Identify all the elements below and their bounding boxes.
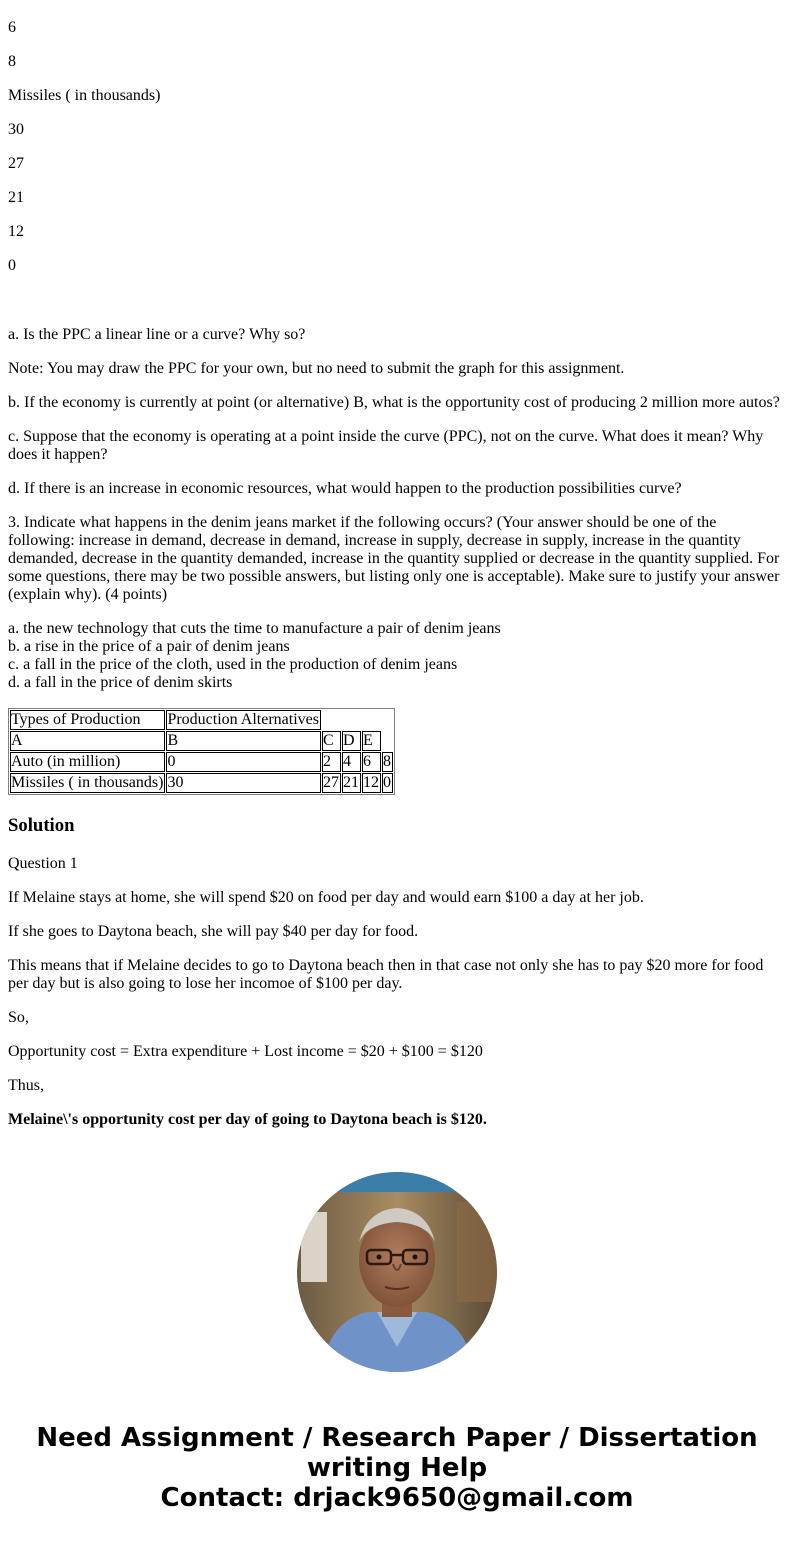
value-line: 21 — [8, 189, 24, 206]
promo-line: writing Help — [306, 1453, 488, 1483]
table-cell: A — [10, 731, 165, 751]
table-cell: 12 — [362, 774, 379, 791]
question-2a: a. Is the PPC a linear line or a curve? Why so? — [8, 326, 306, 343]
table-cell: Production Alternatives — [167, 711, 319, 728]
table-cell: Types of Production — [10, 710, 165, 730]
table-cell: 8 — [382, 753, 391, 770]
spacer — [8, 291, 786, 310]
question-3-item: c. a fall in the price of the cloth, used in the production of denim jeans — [8, 656, 458, 673]
promo-banner — [0, 1423, 794, 1513]
solution-paragraph: This means that if Melaine decides to go to Daytona beach then in that case not only she has to pay $20 more for food per day but is also going to lose her incomoe of $100 per day. — [8, 957, 764, 992]
value-line: 30 — [8, 121, 24, 138]
table-cell: E — [362, 731, 381, 751]
table-cell: B — [166, 731, 321, 751]
table-cell: 30 — [166, 773, 321, 793]
question-3-item: b. a rise in the price of a pair of denim jeans — [8, 638, 290, 655]
solution-conclusion: Melaine\'s opportunity cost per day of going to Daytona beach is $120. — [8, 1111, 487, 1128]
value-line: 8 — [8, 53, 16, 70]
table-cell: 27 — [322, 774, 339, 791]
table-row — [10, 731, 393, 751]
value-line: Missiles ( in thousands) — [8, 87, 161, 104]
solution-paragraph: Opportunity cost = Extra expenditure + Lost income = $20 + $100 = $120 — [8, 1043, 483, 1060]
question-2b: b. If the economy is currently at point (or alternative) B, what is the opportunity cost of producing 2 million more autos? — [8, 394, 780, 411]
question-2c: c. Suppose that the economy is operating at a point inside the curve (PPC), not on the curve. What does it mean? Why does it happen? — [8, 428, 764, 463]
document-body — [0, 19, 794, 1129]
solution-paragraph: If she goes to Daytona beach, she will pay $40 per day for food. — [8, 923, 419, 940]
avatar — [297, 1172, 497, 1372]
value-line: 12 — [8, 223, 24, 240]
value-line: 27 — [8, 155, 24, 172]
table-row — [10, 773, 393, 793]
question-3-items — [8, 620, 786, 692]
table-cell: Auto (in million) — [10, 752, 165, 772]
question-3: 3. Indicate what happens in the denim jeans market if the following occurs? (Your answer should be one of the following: increase in demand, decrease in demand, increase in supply, decrease in supply, increase in the quantity demanded, decrease in the quantity demanded, increase in the quantity supplied or decrease in the quantity supplied. For some questions, there may be two possible answers, but listing only one is acceptable). Make sure to justify your answer (explain why). (4 points) — [8, 514, 780, 603]
table-cell: 6 — [362, 752, 381, 772]
table-cell: Missiles ( in thousands) — [11, 774, 164, 791]
table-cell: 21 — [342, 774, 359, 791]
table-cell: 4 — [342, 752, 361, 772]
table-cell: C — [322, 731, 341, 751]
value-line: 0 — [8, 257, 16, 274]
solution-paragraph: Thus, — [8, 1077, 44, 1094]
solution-heading: Solution — [8, 815, 75, 836]
question-3-item: a. the new technology that cuts the time to manufacture a pair of denim jeans — [8, 620, 501, 637]
solution-paragraph: So, — [8, 1009, 29, 1026]
table-cell: 0 — [382, 774, 391, 791]
tutor-portrait-image — [297, 1172, 497, 1372]
question-2d: d. If there is an increase in economic resources, what would happen to the production possibilities curve? — [8, 480, 682, 497]
table-cell: D — [342, 731, 361, 751]
table-cell: 2 — [322, 752, 341, 772]
promo-contact[interactable]: Contact: drjack9650@gmail.com — [160, 1483, 634, 1513]
value-line: 6 — [8, 19, 16, 36]
solution-paragraph: If Melaine stays at home, she will spend $20 on food per day and would earn $100 a day at her job. — [8, 889, 644, 906]
question-3-item: d. a fall in the price of denim skirts — [8, 674, 233, 691]
table-row — [10, 710, 393, 730]
solution-question-label: Question 1 — [8, 855, 78, 872]
assignment-note: Note: You may draw the PPC for your own, but no need to submit the graph for this assignment. — [8, 360, 625, 377]
ppc-values-list — [8, 19, 786, 275]
production-alternatives-table — [8, 708, 395, 795]
table-cell: 0 — [166, 752, 321, 772]
table-row — [10, 752, 393, 772]
promo-line: Need Assignment / Research Paper / Dissertation — [36, 1423, 758, 1453]
